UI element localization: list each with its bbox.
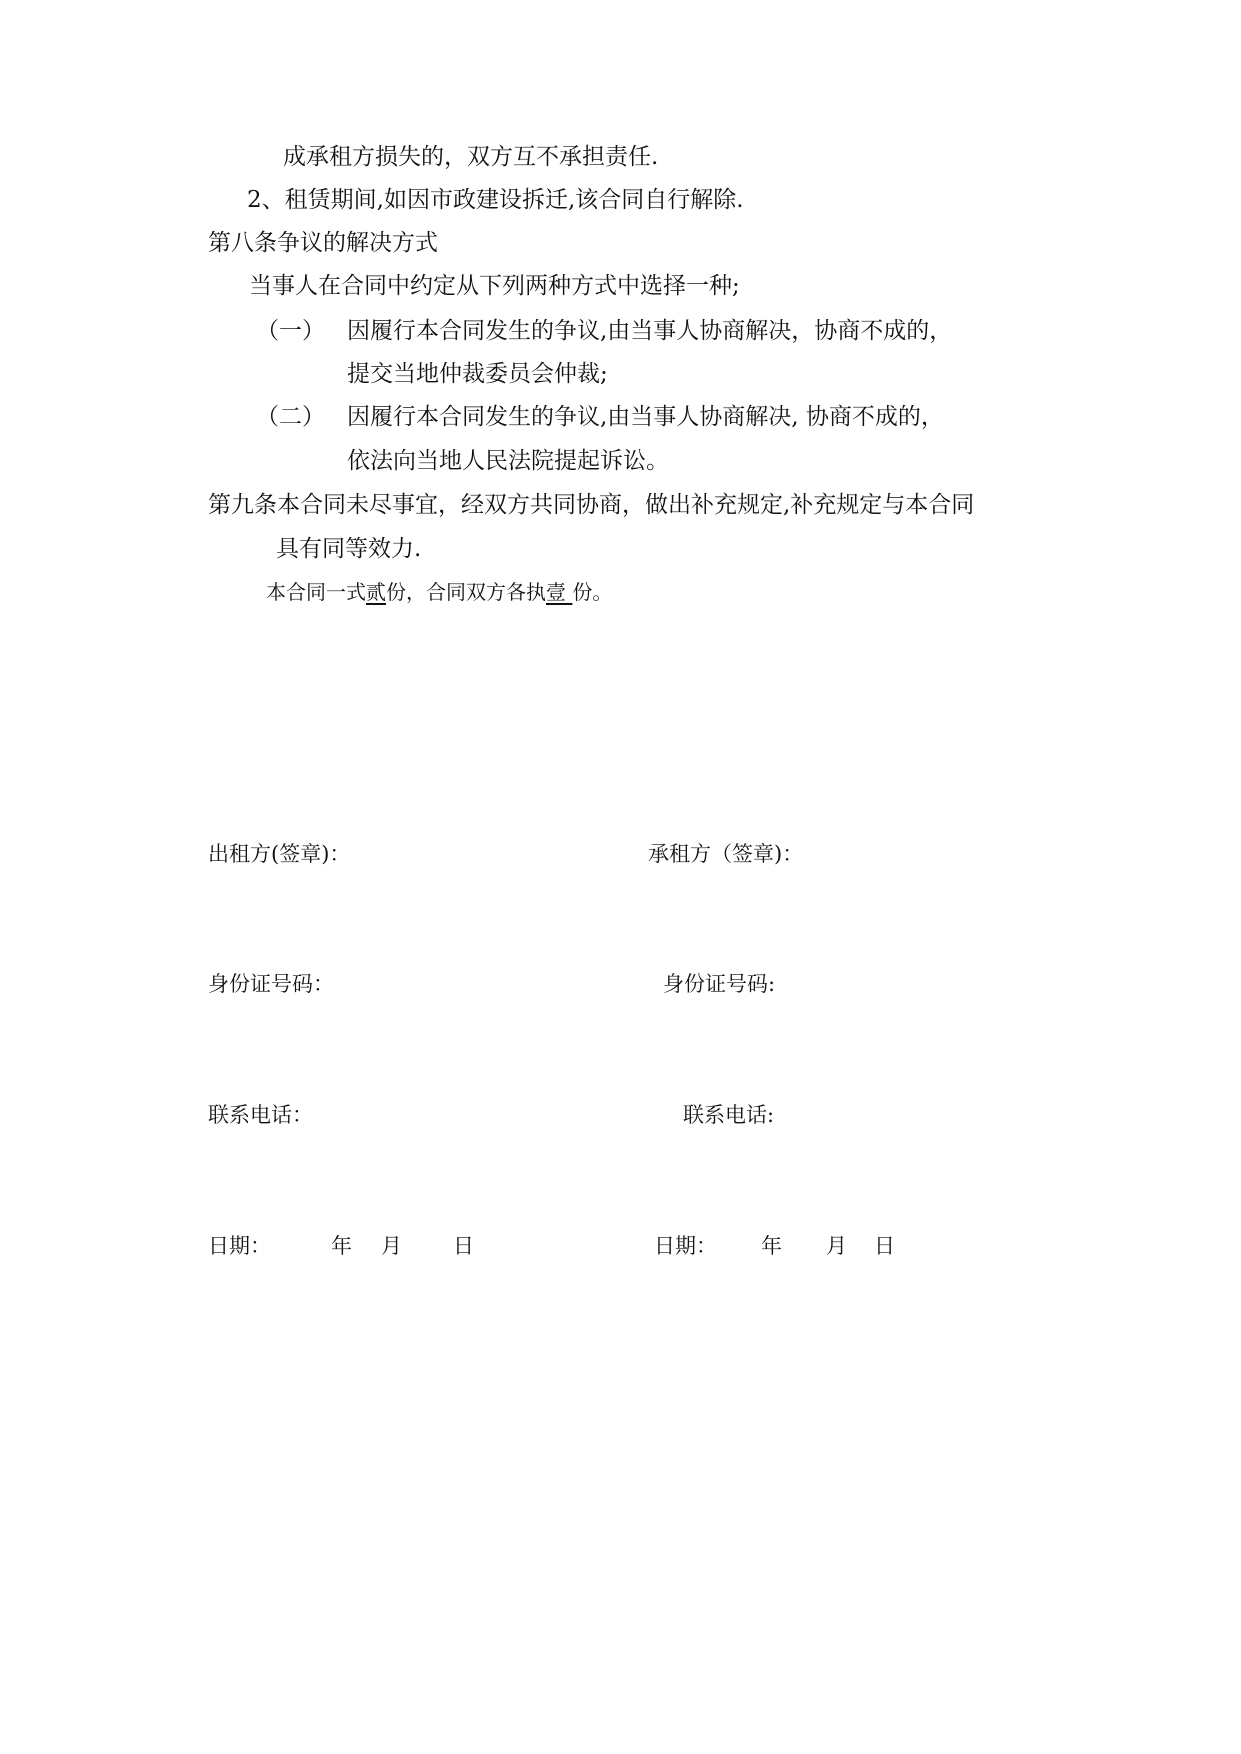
lessee-id-label: 身份证号码:	[663, 972, 776, 996]
copies-mid: 份，合同双方各执	[386, 580, 546, 604]
lessor-signature-label: 出租方(签章)：	[208, 842, 351, 866]
option-1-text-line1: 因履行本合同发生的争议,由当事人协商解决，协商不成的，	[347, 318, 953, 344]
lessor-phone-label: 联系电话：	[208, 1103, 313, 1127]
copies-each: 壹	[546, 580, 573, 604]
lessor-date-label: 日期：	[208, 1234, 271, 1258]
option-1-number: （一）	[256, 318, 325, 344]
option-2-text-line2: 依法向当地人民法院提起诉讼。	[347, 448, 669, 474]
lessor-date-year: 年	[331, 1234, 352, 1258]
article-8-title: 第八条争议的解决方式	[208, 230, 438, 256]
clause-2: 2、租赁期间,如因市政建设拆迁,该合同自行解除.	[247, 187, 744, 213]
copies-suffix: 份。	[572, 580, 613, 604]
lessor-id-label: 身份证号码：	[208, 972, 334, 996]
copies-total: 贰	[366, 580, 386, 604]
option-2-text-line1: 因履行本合同发生的争议,由当事人协商解决, 协商不成的，	[347, 404, 944, 430]
lessee-date-month: 月	[826, 1234, 847, 1258]
option-1-text-line2: 提交当地仲裁委员会仲裁;	[347, 361, 608, 387]
article-9-line2: 具有同等效力.	[276, 536, 422, 562]
copies-prefix: 本合同一式	[266, 580, 366, 604]
lessee-date-label: 日期：	[654, 1234, 717, 1258]
lessee-phone-label: 联系电话:	[683, 1103, 775, 1127]
article-9-line1: 第九条本合同未尽事宜，经双方共同协商，做出补充规定,补充规定与本合同	[208, 492, 975, 518]
lessor-date-day: 日	[453, 1234, 474, 1258]
copies-statement	[266, 578, 612, 606]
lessee-date-year: 年	[761, 1234, 782, 1258]
article-8-intro: 当事人在合同中约定从下列两种方式中选择一种;	[249, 273, 740, 299]
clause-continuation: 成承租方损失的，双方互不承担责任.	[283, 144, 659, 170]
lessee-date-day: 日	[874, 1234, 895, 1258]
lessee-signature-label: 承租方（签章)：	[648, 842, 804, 866]
option-2-number: （二）	[256, 404, 325, 430]
lessor-date-month: 月	[381, 1234, 402, 1258]
